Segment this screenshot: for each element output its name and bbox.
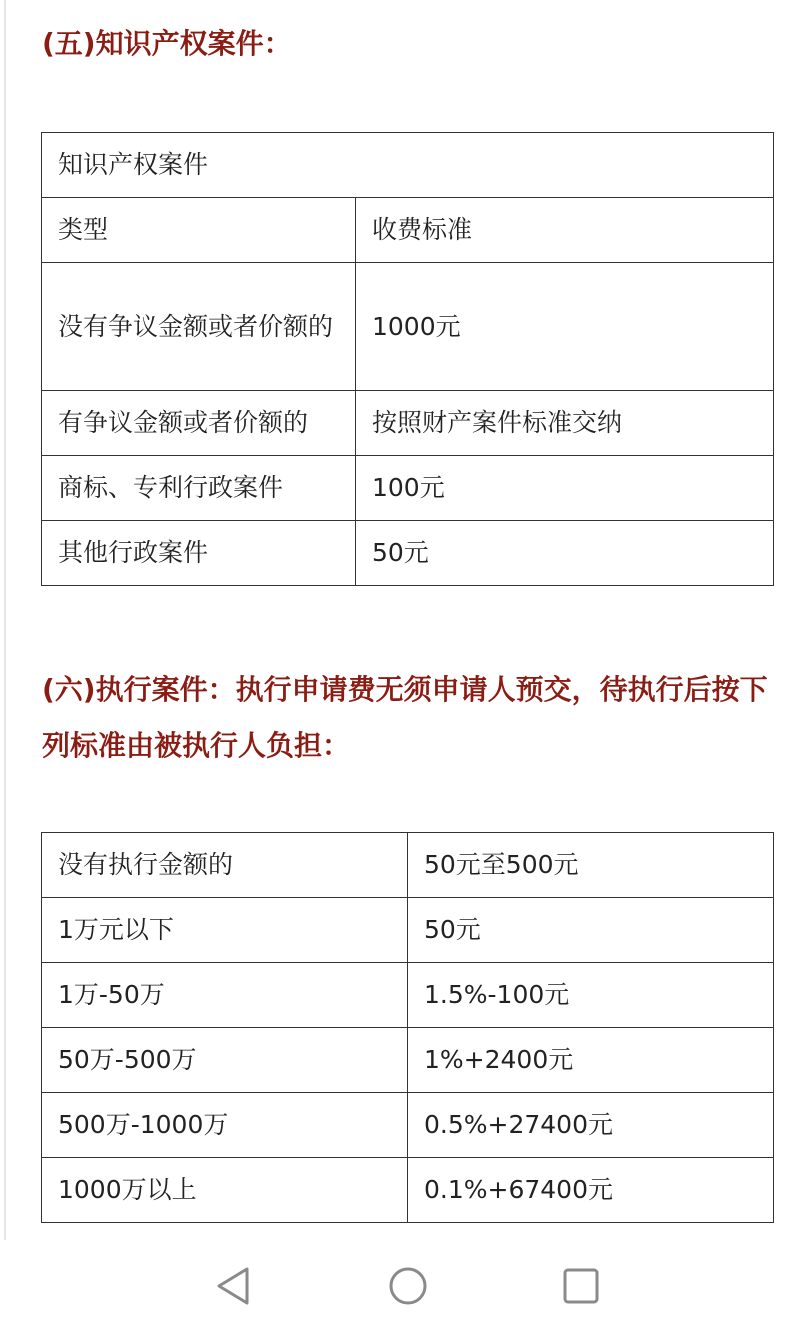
row-amount-cell: 500万-1000万 bbox=[42, 1093, 408, 1158]
row-amount-cell: 1万元以下 bbox=[42, 898, 408, 963]
home-circle-icon bbox=[388, 1266, 428, 1306]
section-5-heading: (五)知识产权案件： bbox=[42, 27, 292, 60]
enforcement-fee-table bbox=[41, 832, 774, 1223]
table-row bbox=[42, 963, 774, 1028]
row-amount-cell: 50万-500万 bbox=[42, 1028, 408, 1093]
row-type-cell: 其他行政案件 bbox=[42, 521, 356, 586]
row-fee-cell: 1%+2400元 bbox=[408, 1028, 774, 1093]
table-row bbox=[42, 833, 774, 898]
table-row bbox=[42, 263, 774, 391]
home-button[interactable] bbox=[380, 1258, 436, 1314]
header-fee-standard: 收费标准 bbox=[356, 198, 774, 263]
section-6-heading: (六)执行案件：执行申请费无须申请人预交，待执行后按下列标准由被执行人负担： bbox=[42, 673, 768, 762]
table-header-row bbox=[42, 198, 774, 263]
table-row bbox=[42, 898, 774, 963]
system-navigation-bar bbox=[0, 1240, 800, 1332]
recent-square-icon bbox=[562, 1267, 600, 1305]
row-fee-cell: 0.1%+67400元 bbox=[408, 1158, 774, 1223]
back-button[interactable] bbox=[205, 1258, 261, 1314]
row-amount-cell: 1万-50万 bbox=[42, 963, 408, 1028]
ip-cases-fee-table bbox=[41, 132, 774, 586]
table-row bbox=[42, 1093, 774, 1158]
page-left-border bbox=[4, 0, 6, 1240]
row-type-cell: 商标、专利行政案件 bbox=[42, 456, 356, 521]
recent-apps-button[interactable] bbox=[553, 1258, 609, 1314]
row-fee-cell: 0.5%+27400元 bbox=[408, 1093, 774, 1158]
row-amount-cell: 没有执行金额的 bbox=[42, 833, 408, 898]
table-title: 知识产权案件 bbox=[42, 133, 774, 198]
row-fee-cell: 1.5%-100元 bbox=[408, 963, 774, 1028]
row-fee-cell: 按照财产案件标准交纳 bbox=[356, 391, 774, 456]
row-type-cell: 有争议金额或者价额的 bbox=[42, 391, 356, 456]
row-fee-cell: 100元 bbox=[356, 456, 774, 521]
table-row bbox=[42, 521, 774, 586]
row-fee-cell: 1000元 bbox=[356, 263, 774, 391]
header-type: 类型 bbox=[42, 198, 356, 263]
table-row bbox=[42, 1158, 774, 1223]
table-row bbox=[42, 391, 774, 456]
back-triangle-icon bbox=[215, 1266, 251, 1306]
table-row bbox=[42, 1028, 774, 1093]
row-amount-cell: 1000万以上 bbox=[42, 1158, 408, 1223]
row-fee-cell: 50元至500元 bbox=[408, 833, 774, 898]
row-fee-cell: 50元 bbox=[356, 521, 774, 586]
row-fee-cell: 50元 bbox=[408, 898, 774, 963]
table-row bbox=[42, 456, 774, 521]
row-type-cell: 没有争议金额或者价额的 bbox=[42, 263, 356, 391]
table-title-row bbox=[42, 133, 774, 198]
